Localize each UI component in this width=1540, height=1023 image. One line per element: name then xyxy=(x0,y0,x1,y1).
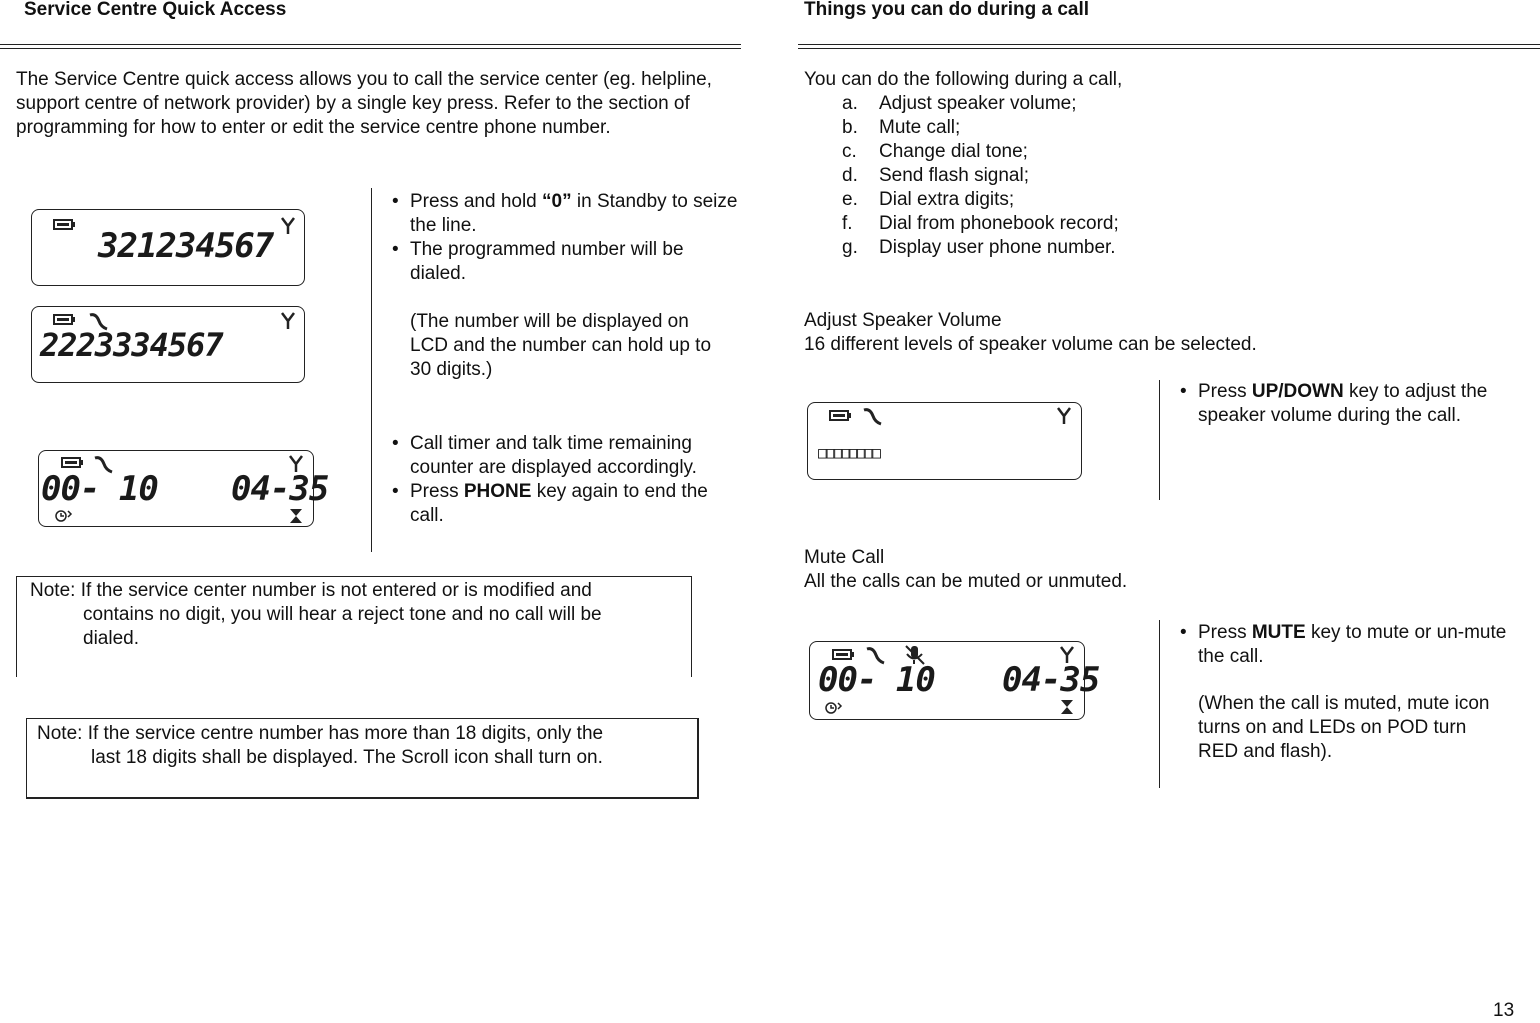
antenna-icon xyxy=(282,218,294,234)
note2-line1: Note: If the service centre number has more than 18 digits, only the xyxy=(37,723,604,744)
antenna-icon xyxy=(1058,408,1070,424)
volume-level-bars: □□□□□□□□ xyxy=(818,443,880,462)
handset-icon xyxy=(864,410,881,424)
lcd3-timer-left: 00- 10 xyxy=(41,469,158,509)
right-section-title: Things you can do during a call xyxy=(804,0,1090,20)
mute-lcd-timer-left: 00- 10 xyxy=(818,660,935,700)
lcd-volume-display xyxy=(807,402,1082,480)
bullet-number-dialed: • The programmed number will be dialed. xyxy=(392,239,684,284)
lcd-call-timer-display xyxy=(38,450,329,527)
mute-description: All the calls can be muted or unmuted. xyxy=(804,571,1128,592)
lcd-mute-display xyxy=(809,641,1100,720)
lcd-standby-display xyxy=(31,209,305,286)
left-section-title: Service Centre Quick Access xyxy=(24,0,287,20)
battery-icon xyxy=(830,411,851,420)
lcd1-number: 321234567 xyxy=(98,226,274,266)
note1-line1: Note: If the service center number is not entered or is modified and xyxy=(30,580,592,601)
lcd3-timer-right: 04-35 xyxy=(231,469,329,509)
note-display-digits: (The number will be displayed on LCD and the number can hold up to 30 digits.) xyxy=(410,311,712,380)
page-number: 13 xyxy=(1493,1000,1515,1021)
antenna-icon xyxy=(282,313,294,329)
bullet-press-phone: • Press PHONE key again to end the call. xyxy=(392,481,708,526)
note1-line2: contains no digit, you will hear a reject tone and no call will be xyxy=(83,604,602,625)
battery-icon xyxy=(54,220,75,229)
left-column-divider xyxy=(371,188,372,552)
bullet-press-mute: • Press MUTE key to mute or un-mute the call. xyxy=(1180,622,1507,667)
hourglass-icon xyxy=(290,509,302,523)
note1-line3: dialed. xyxy=(83,628,139,649)
lcd2-number: 2223334567 xyxy=(40,326,223,364)
mute-heading: Mute Call xyxy=(804,547,885,568)
clock-icon xyxy=(56,511,71,521)
mute-divider xyxy=(1159,620,1160,788)
right-title-rule xyxy=(798,44,1540,49)
lcd-dialed-display xyxy=(31,306,305,383)
bullet-press-up-down: • Press UP/DOWN key to adjust the speaker volume during the call. xyxy=(1180,381,1488,426)
bullet-press-hold-0: • Press and hold “0” in Standby to seize the line. xyxy=(392,191,738,236)
hourglass-icon xyxy=(1061,700,1073,714)
note2-line2: last 18 digits shall be displayed. The Scroll icon shall turn on. xyxy=(91,747,603,768)
clock-icon xyxy=(826,703,841,713)
volume-description: 16 different levels of speaker volume can be selected. xyxy=(804,334,1257,355)
right-intro: You can do the following during a call, xyxy=(804,69,1123,90)
mute-led-note: (When the call is muted, mute icon turns on and LEDs on POD turn RED and flash). xyxy=(1198,693,1490,762)
battery-icon xyxy=(54,315,75,324)
mute-lcd-timer-right: 04-35 xyxy=(1002,660,1100,700)
volume-heading: Adjust Speaker Volume xyxy=(804,310,1002,331)
left-title-rule xyxy=(0,44,741,49)
battery-icon xyxy=(833,650,854,659)
volume-divider xyxy=(1159,380,1160,500)
left-intro: The Service Centre quick access allows you to call the service center (eg. helpline, support centre of network provider) by a single key press. Refer to the section of programming for how to enter or edit the service centre phone number. xyxy=(16,69,712,138)
bullet-call-timer: • Call timer and talk time remaining counter are displayed accordingly. xyxy=(392,433,697,478)
battery-icon xyxy=(62,458,83,467)
